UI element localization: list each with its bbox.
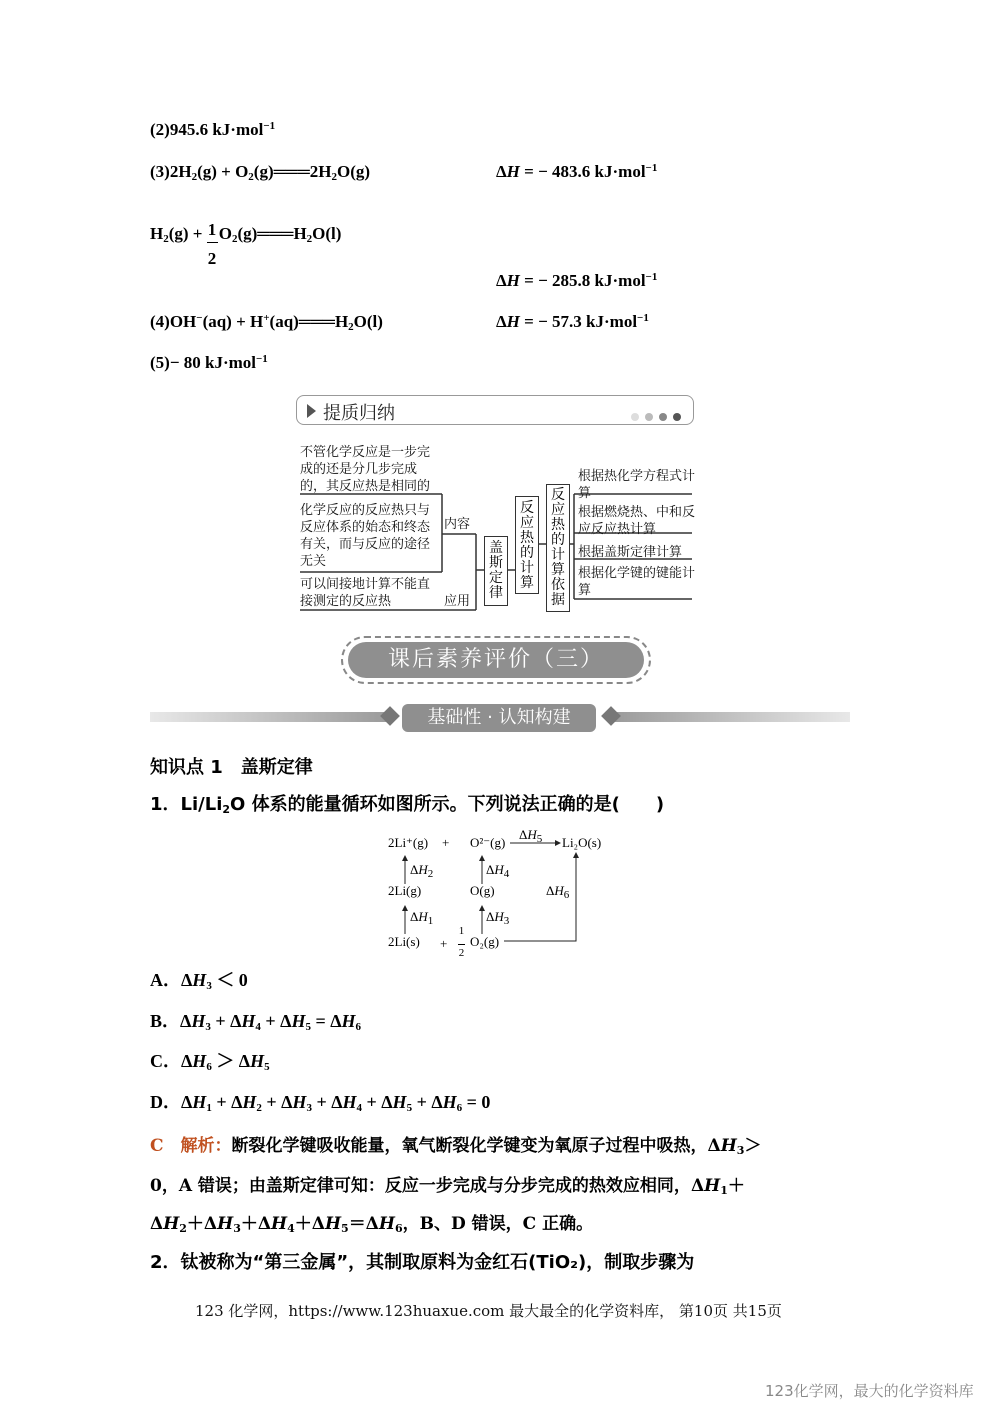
v-basis-box: 反应热的计算依据 [546, 484, 570, 612]
answer-2: (2)945.6 kJ·mol$^{-1}$ [150, 120, 276, 139]
q2-stem: 2．钛被称为“第三金属”，其制取原料为金红石(TiO₂)，制取步骤为 [150, 1252, 695, 1273]
analysis-line-1: C 解析：断裂化学键吸收能量，氧气断裂化学键变为氧原子过程中吸热，$\Delta H_3>$ [150, 1136, 762, 1157]
answer-3-dh-2: ΔH = − 285.8 kJ·mol$^{-1}$ [496, 271, 658, 290]
q1-stem: 1．$Li/Li_2O$ 体系的能量循环如图所示。下列说法正确的是( ) [150, 794, 665, 816]
map-box-2: 化学反应的反应热只与反应体系的始态和终态有关，而与反应的途径无关 [300, 503, 431, 569]
option-b: B．$\Delta H_3 + \Delta H_4 + \Delta H_5 = \Delta H_6$ [150, 1011, 362, 1033]
diagram-o-g: O(g) [470, 883, 495, 898]
diagram-o2minus: O²⁻(g) [470, 835, 506, 850]
diagram-dh6: $\Delta H_6$ [546, 883, 570, 901]
option-a: A．$\Delta H_3 < 0$ [150, 970, 248, 992]
analysis-line-2: 0，A 错误；由盖斯定律可知：反应一步完成与分步完成的热效应相同，$\Delta H_1+$ [150, 1176, 745, 1197]
analysis-line-3: $\Delta H_2+\Delta H_3+\Delta H_4+\Delta H_5=\Delta H_6$，B、D 错误，C 正确。 [150, 1214, 594, 1235]
diagram-dh2: $\Delta H_2$ [410, 862, 434, 880]
diagram-li-g: 2Li(g) [388, 883, 422, 898]
play-icon [307, 404, 316, 418]
summary-banner [296, 395, 694, 425]
diamond-right-icon [601, 706, 621, 726]
section-tag: 基础性 · 认知构建 [402, 704, 596, 732]
map-box-1: 不管化学反应是一步完成的还是分几步完成的，其反应热是相同的 [300, 445, 431, 494]
answer-5: (5)− 80 kJ·mol$^{-1}$ [150, 353, 268, 372]
watermark: 123化学网，最大的化学资料库 [765, 1382, 974, 1400]
map-box-3: 可以间接地计算不能直接测定的反应热 [300, 577, 431, 609]
answer-3-dh-1: ΔH = − 483.6 kJ·mol$^{-1}$ [496, 162, 658, 181]
dots-icon [625, 406, 681, 425]
summary-title: 提质归纳 [323, 403, 395, 424]
energy-cycle-diagram [380, 826, 620, 960]
diagram-dh4: $\Delta H_4$ [486, 862, 510, 880]
option-d: D．$\Delta H_1 + \Delta H_2 + \Delta H_3 + \Delta H_4 + \Delta H_5 + \Delta H_6 = 0$ [150, 1092, 491, 1114]
eval-title: 课后素养评价（三） [348, 642, 644, 678]
label-use: 应用 [444, 594, 471, 609]
diagram-o2-g: O₂(g) [470, 934, 500, 949]
diagram-plus-1: + [442, 835, 450, 850]
answer-letter: C [150, 1136, 164, 1156]
basis-3: 根据盖斯定律计算 [578, 545, 683, 560]
diagram-plus-2: + [440, 936, 448, 951]
v-hess-box: 盖斯定律 [484, 536, 508, 606]
page-footer: 123 化学网，https://www.123huaxue.com 最大最全的化学资料库， 第10页 共15页 [195, 1302, 782, 1320]
label-content: 内容 [444, 517, 471, 532]
diagram-dh1: $\Delta H_1$ [410, 909, 434, 927]
knowledge-point: 知识点 1 盖斯定律 [150, 757, 313, 778]
basis-4: 根据化学键的键能计算 [578, 566, 696, 598]
basis-2: 根据燃烧热、中和反应反应热计算 [578, 505, 696, 537]
diagram-li-s: 2Li(s) [388, 934, 420, 949]
divider-right [610, 712, 850, 722]
answer-3-equation-2: $H_2(g)$ + $\frac{1}{2}$ $O_2(g)═══H_2O(l)$ [150, 220, 342, 268]
diagram-li-plus: 2Li⁺(g) [388, 835, 429, 850]
basis-1: 根据热化学方程式计算 [578, 469, 696, 501]
diagram-dh3: $\Delta H_3$ [486, 909, 510, 927]
diagram-half: 1 2 [458, 925, 465, 959]
v-calc-box: 反应热的计算 [515, 496, 539, 594]
diamond-left-icon [380, 706, 400, 726]
option-c: C．$\Delta H_6 > \Delta H_5$ [150, 1051, 270, 1073]
diagram-dh5: $\Delta H_5$ [519, 827, 543, 845]
divider-left [150, 712, 390, 722]
answer-4-equation: $(4)OH^-(aq) + H^+(aq)═══H_2O(l)$ [150, 312, 383, 333]
answer-3-equation-1: $(3)2H_2(g)$ + $O_2(g)═══2H_2O(g)$ [150, 162, 371, 183]
diagram-li2o: Li₂O(s) [562, 835, 602, 850]
answer-4-dh: ΔH = − 57.3 kJ·mol$^{-1}$ [496, 312, 649, 331]
analysis-label: 解析： [180, 1136, 232, 1156]
